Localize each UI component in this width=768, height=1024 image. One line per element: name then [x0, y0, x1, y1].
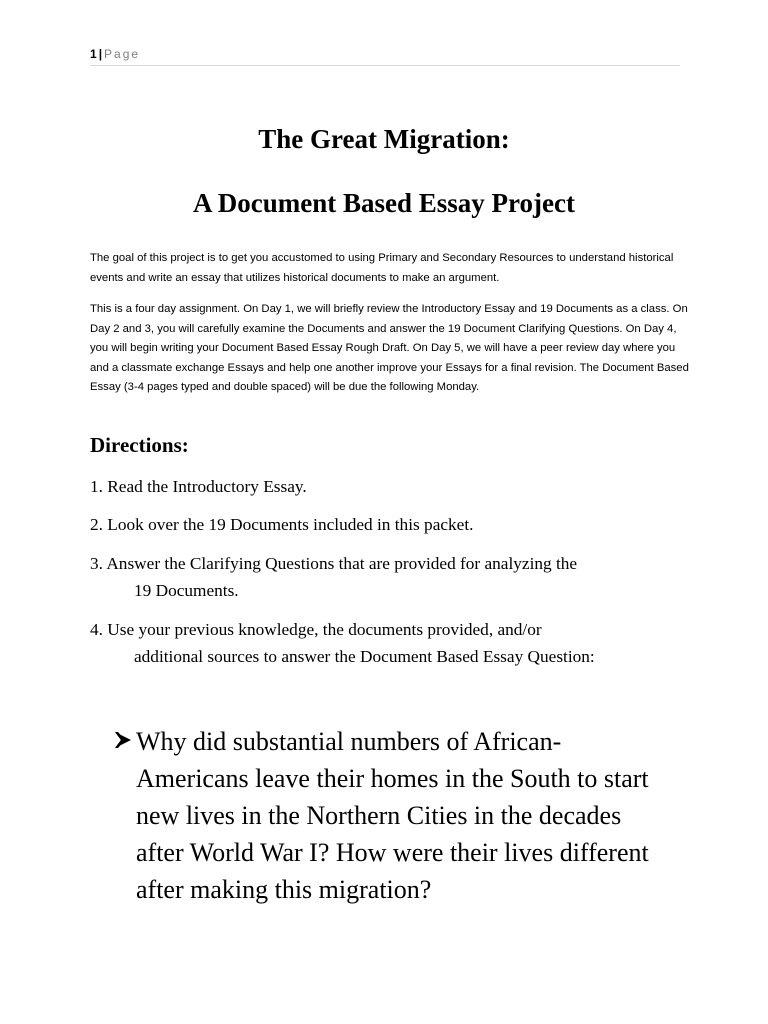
page-label: Page [104, 47, 141, 61]
directions-heading: Directions: [90, 433, 189, 457]
essay-question [112, 723, 652, 908]
direction-step-continuation: additional sources to answer the Document Based Essay Question: [134, 647, 595, 666]
page-header [90, 45, 680, 66]
direction-step [90, 473, 690, 500]
direction-step [90, 616, 690, 670]
direction-step-text: 3. Answer the Clarifying Questions that are provided for analyzing the [90, 554, 578, 573]
direction-step [90, 550, 690, 604]
intro-paragraph-goal: The goal of this project is to get you accustomed to using Primary and Secondary Resources to understand historical events and write an essay that utilizes historical documents to make an argument. [90, 252, 674, 284]
direction-step [90, 511, 690, 538]
document-title: The Great Migration: [258, 124, 510, 154]
direction-step-text: 4. Use your previous knowledge, the documents provided, and/or [90, 620, 542, 639]
essay-question-text: Why did substantial numbers of African-Americans leave their homes in the South to start new lives in the Northern Cities in the decades after World War I? How were their lives different after making this migration? [136, 727, 649, 904]
intro-paragraph-schedule: This is a four day assignment. On Day 1, we will briefly review the Introductory Essay and 19 Documents as a class. On Day 2 and 3, you will carefully examine the Documents and answer the 19 Document Clarifying Questions. On Day 4, you will begin writing your Document Based Essay Rough Draft. On Day 5, we will have a peer review day where you and a classmate exchange Essays and help one another improve your Essays for a final revision. The Document Based Essay (3-4 pages typed and double spaced) will be due the following Monday. [90, 303, 689, 394]
page-number: 1 [90, 47, 97, 61]
page-separator: | [98, 47, 103, 61]
direction-step-text: 2. Look over the 19 Documents included in this packet. [90, 515, 474, 534]
arrow-bullet-icon [112, 729, 134, 751]
document-subtitle: A Document Based Essay Project [193, 188, 575, 218]
direction-step-continuation: 19 Documents. [134, 581, 239, 600]
direction-step-text: 1. Read the Introductory Essay. [90, 477, 307, 496]
